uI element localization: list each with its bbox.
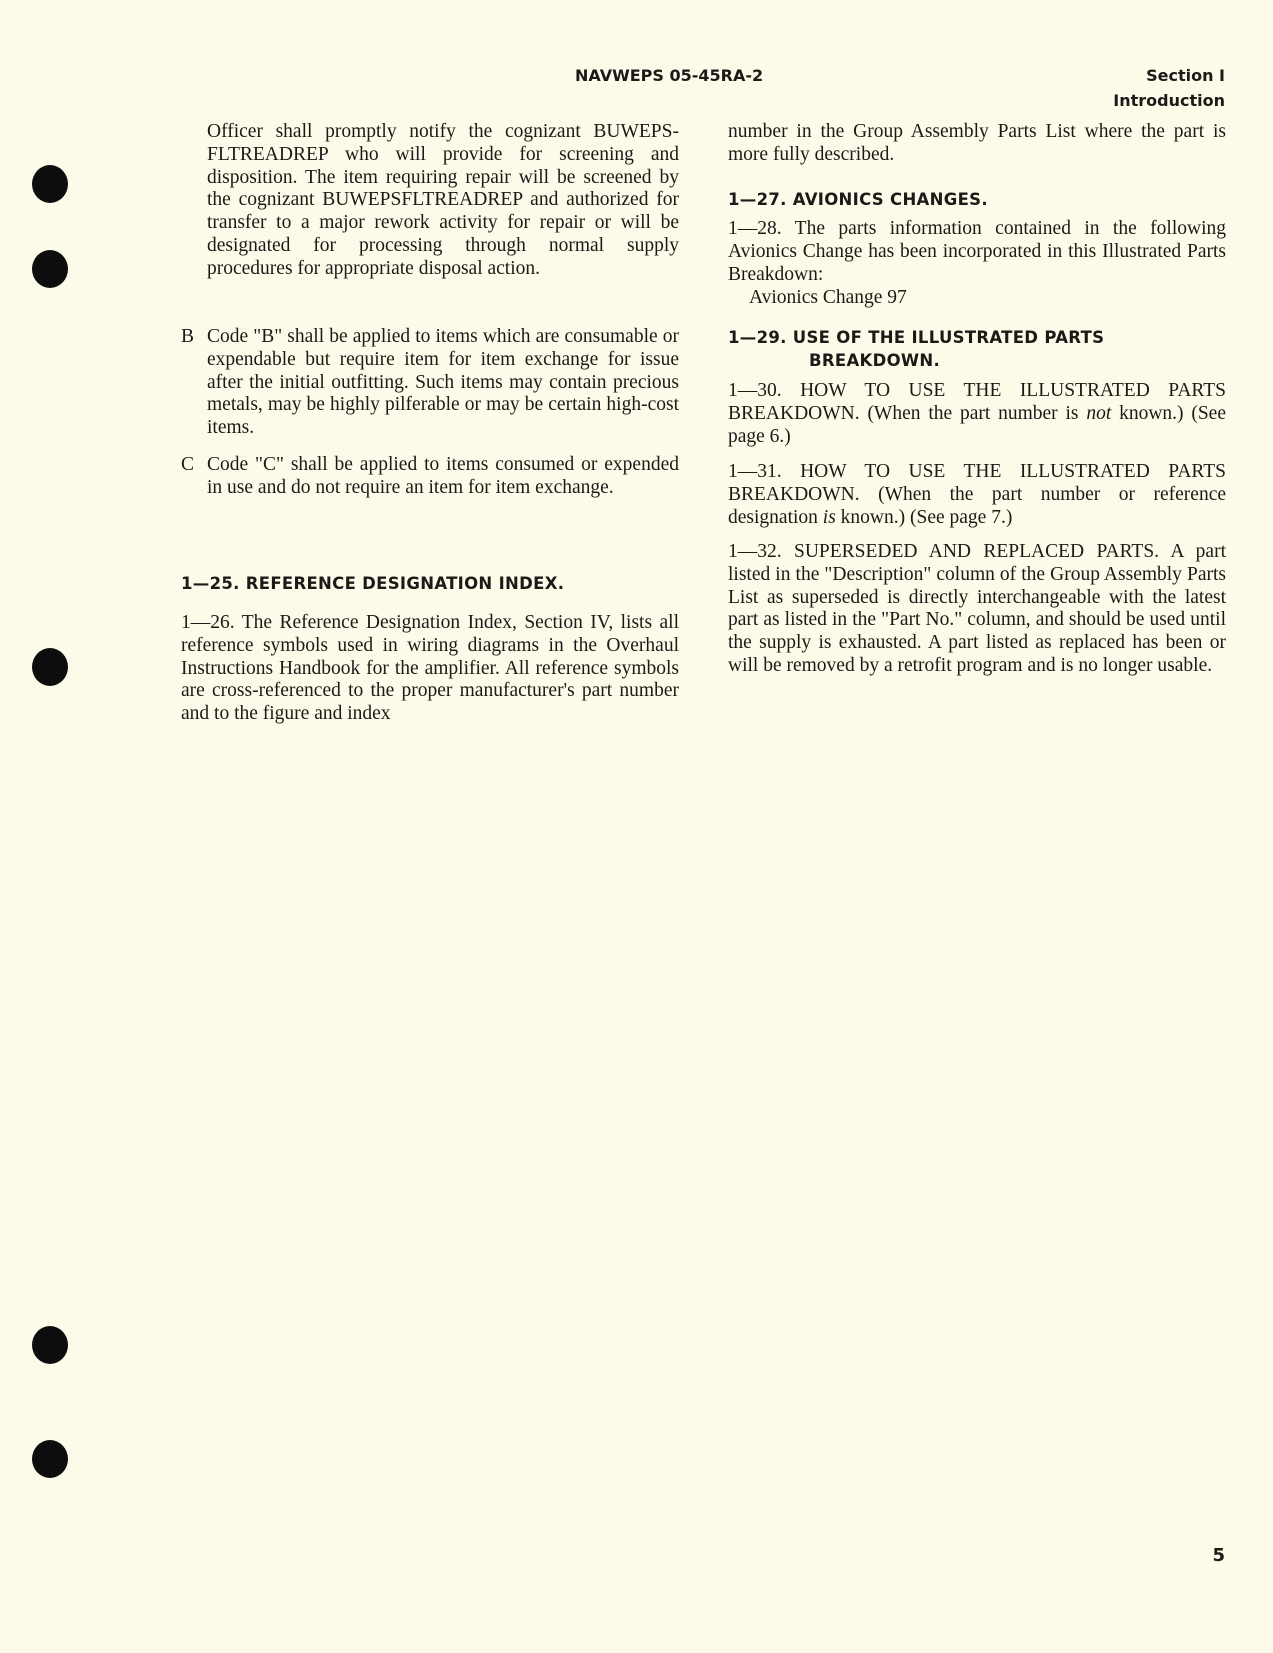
punch-hole: [32, 165, 68, 203]
paragraph-1-32: 1—32. SUPERSEDED AND REPLACED PARTS. A part listed in the "Description" column of the Group Assembly Parts List as superseded is directly interchangeable with the latest part as listed in the "Part No." column, and should be used until the supply is exhausted. A part listed as replaced has been or will be removed by a retrofit program and is no longer usable.: [728, 541, 1226, 676]
paragraph: Officer shall promptly notify the cognizant BUWEPS-FLTREADREP who will provide for screening and disposition. The item requiring repair will be screened by the cognizant BUWEPSFLTREADREP and authorized for transfer to a major rework activity for repair or will be designated for processing through normal supply procedures for appropriate disposal action.: [207, 121, 679, 279]
code-text: Code "B" shall be applied to items which are consumable or expendable but require item for item exchange for issue after the initial outfitting. Such items may contain precious metals, may be highly pilferable or may be certain high-cost items.: [207, 326, 679, 439]
text: known.) (See page 6.): [728, 402, 1226, 447]
heading-1-29: [728, 326, 1104, 372]
heading-1-27: 1—27. AVIONICS CHANGES.: [728, 190, 988, 209]
page-number: 5: [1212, 1545, 1225, 1566]
code-text: Code "C" shall be applied to items consumed or expended in use and do not require an item for item exchange.: [207, 454, 679, 498]
emphasis: is: [822, 506, 836, 528]
section-title: Introduction: [1113, 91, 1225, 110]
punch-hole: [32, 1326, 68, 1364]
avionics-change-entry: Avionics Change 97: [749, 287, 907, 308]
paragraph-1-30: [728, 380, 1226, 448]
text: 1—31. HOW TO USE THE ILLUSTRATED PARTS BREAKDOWN. (When the part number or reference designation: [728, 461, 1226, 528]
document-number: NAVWEPS 05-45RA-2: [575, 66, 764, 85]
paragraph-1-26: 1—26. The Reference Designation Index, Section IV, lists all reference symbols used in wiring diagrams in the Overhaul Instructions Handbook for the amplifier. All reference symbols are cross-referenced to the proper manufacturer's part number and to the figure and index: [181, 612, 679, 725]
punch-hole: [32, 250, 68, 288]
heading-1-25: 1—25. REFERENCE DESIGNATION INDEX.: [181, 574, 565, 593]
paragraph-continued: number in the Group Assembly Parts List where the part is more fully described.: [728, 121, 1226, 165]
code-b-item: [181, 326, 679, 440]
punch-hole: [32, 648, 68, 686]
text: known.) (See page 7.): [835, 506, 1013, 528]
code-letter: C: [181, 454, 195, 475]
code-letter: B: [181, 326, 195, 347]
punch-hole: [32, 1440, 68, 1478]
heading-line: 1—29. USE OF THE ILLUSTRATED PARTS: [728, 328, 1105, 347]
emphasis: not: [1086, 402, 1112, 424]
paragraph-1-28: 1—28. The parts information contained in the following Avionics Change has been incorporated in this Illustrated Parts Breakdown:: [728, 218, 1226, 285]
heading-line: BREAKDOWN.: [809, 351, 941, 370]
paragraph-1-31: [728, 461, 1226, 529]
section-label: Section I: [1146, 66, 1225, 85]
text: 1—30. HOW TO USE THE ILLUSTRATED PARTS BREAKDOWN. (When the part number is: [728, 380, 1226, 424]
code-c-item: [181, 454, 679, 500]
